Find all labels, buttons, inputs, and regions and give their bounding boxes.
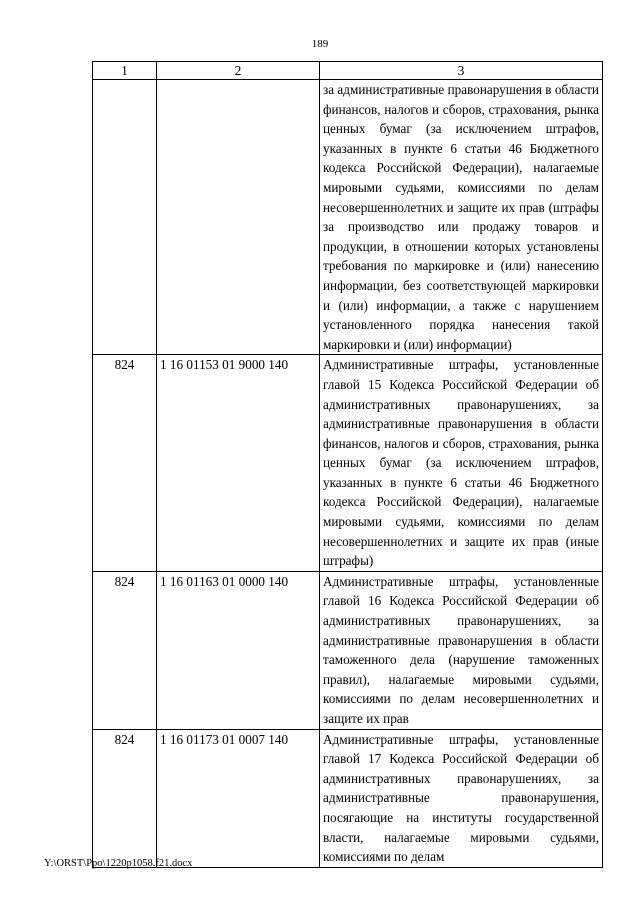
description-cell: Административные штрафы, установленные главой 16 Кодекса Российской Федерации об административных правонарушениях, за административные правонарушения в области таможенного дела (нарушение таможенных правил), налагаемые мировыми судьями, комиссиями по делам несовершеннолетних и защите их прав (320, 571, 603, 729)
page-number: 189 (311, 38, 329, 50)
description-cell: Административные штрафы, установленные главой 17 Кодекса Российской Федерации об административных правонарушениях, за административные правонарушения, посягающие на институты государственной власти, налагаемые мировыми судьями, комиссиями по делам (320, 729, 603, 867)
column-header-3: 3 (320, 62, 603, 80)
budget-code-cell: 1 16 01163 01 0000 140 (157, 571, 320, 729)
admin-code-cell (93, 80, 157, 355)
budget-code-cell: 1 16 01153 01 9000 140 (157, 355, 320, 572)
budget-code-cell: 1 16 01173 01 0007 140 (157, 729, 320, 867)
table-header-row (93, 62, 603, 80)
table-row (93, 571, 603, 729)
table-row (93, 80, 603, 355)
description-cell: за административные правонарушения в области финансов, налогов и сборов, страхования, рынка ценных бумаг (за исключением штрафов, указанных в пункте 6 статьи 46 Бюджетного кодекса Российской Федерации), налагаемые мировыми судьями, комиссиями по делам несовершеннолетних и защите их прав (штрафы за производство или продажу товаров и продукции, в отношении которых установлены требования по маркировке и (или) нанесению информации, без соответствующей маркировки и (или) информации, а также с нарушением установленного порядка нанесения такой маркировки и (или) информации) (320, 80, 603, 355)
column-header-1: 1 (93, 62, 157, 80)
admin-code-cell: 824 (93, 729, 157, 867)
column-header-2: 2 (157, 62, 320, 80)
description-cell: Административные штрафы, установленные главой 15 Кодекса Российской Федерации об административных правонарушениях, за административные правонарушения в области финансов, налогов и сборов, страхования, рынка ценных бумаг (за исключением штрафов, указанных в пункте 6 статьи 46 Бюджетного кодекса Российской Федерации), налагаемые мировыми судьями, комиссиями по делам несовершеннолетних и защите их прав (иные штрафы) (320, 355, 603, 572)
table-row (93, 729, 603, 867)
document-file-path: Y:\ORST\Ppo\1220p1058.f21.docx (44, 858, 193, 869)
table-row (93, 355, 603, 572)
budget-classification-table (92, 61, 603, 868)
admin-code-cell: 824 (93, 571, 157, 729)
admin-code-cell: 824 (93, 355, 157, 572)
budget-code-cell (157, 80, 320, 355)
